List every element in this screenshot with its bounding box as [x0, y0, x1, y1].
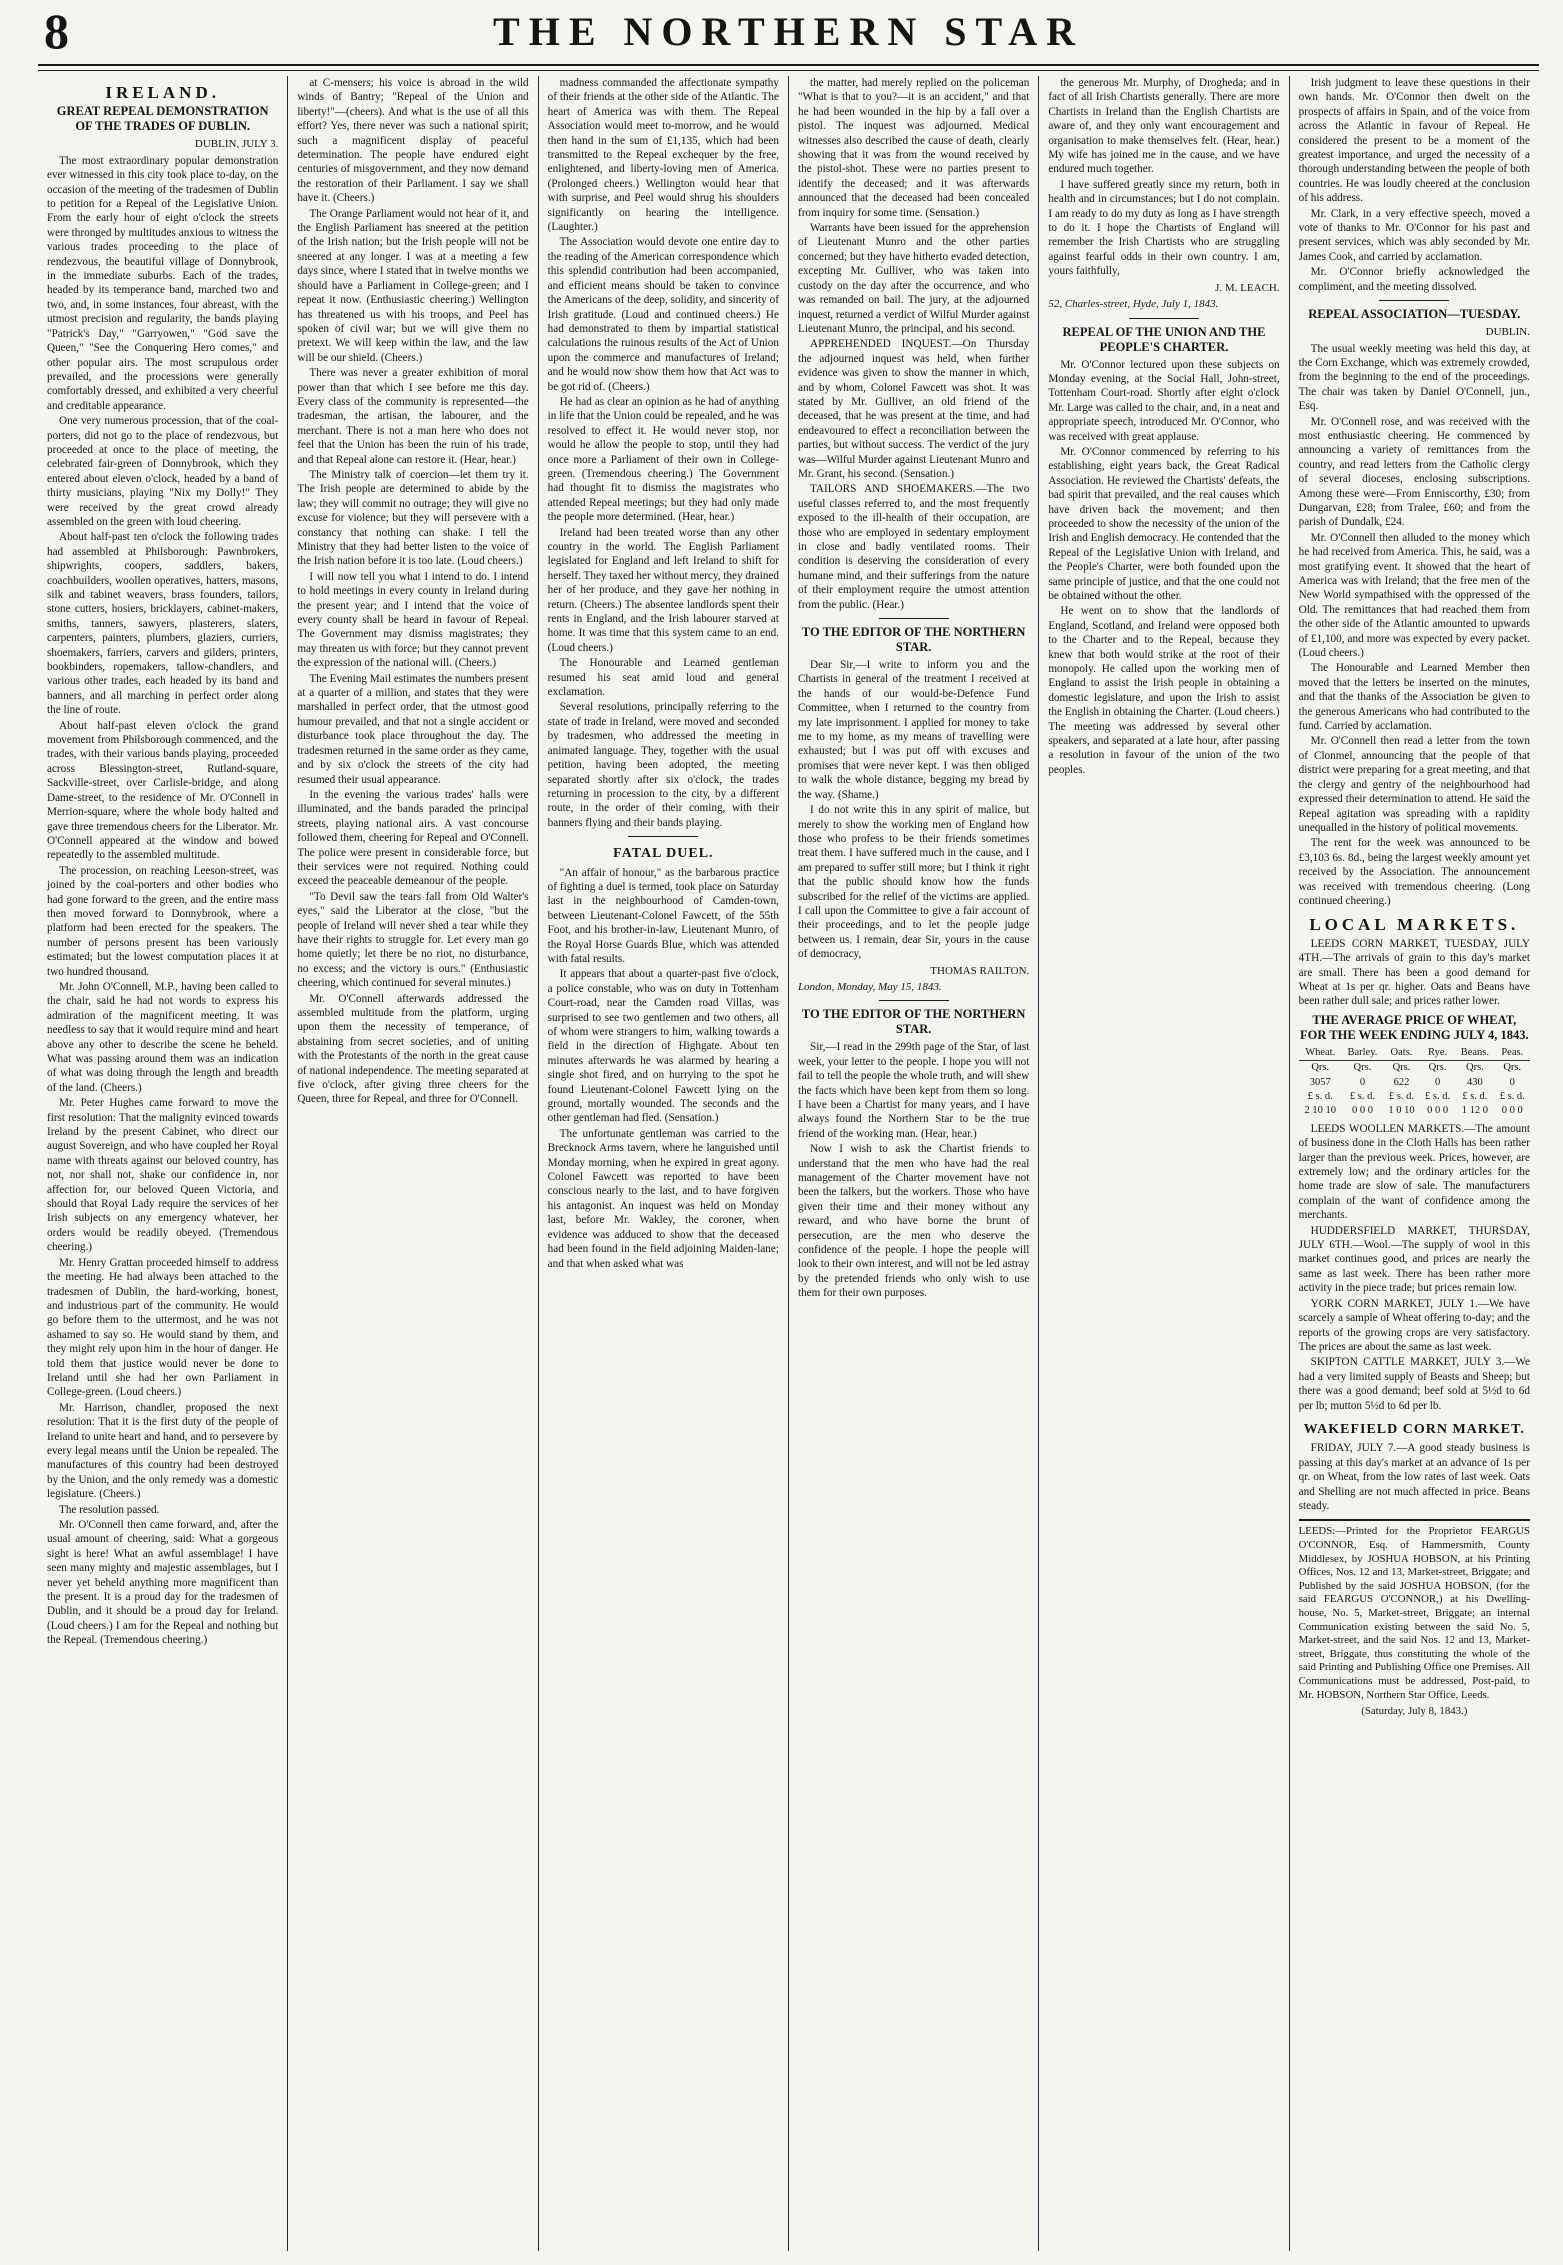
paragraph: In the evening the various trades' halls were illuminated, and the bands paraded the principal streets, playing national airs. A vast concourse followed them, cheering for Repeal and O'Connell. The police were present in considerable force, but their services were not required. Nothing could exceed the peaceable demeanour of the people.: [297, 788, 529, 888]
column-5: [1039, 76, 1289, 2251]
table-row: [1299, 1061, 1530, 1076]
paragraph: The most extraordinary popular demonstration ever witnessed in this city took place to-day, on the occasion of the meeting of the tradesmen of Dublin to petition for a Repeal of the Legislative Union. From the early hour of eight o'clock the streets were thronged by multitudes anxious to witness the various trades proceeding to the place of rendezvous, the beautiful village of Donnybrook, in the immediate suburbs. Each of the trades, headed by its temperance band, marched two and two, and, in some instances, four abreast, with the utmost precision and regularity, the bands playing "Patrick's Day," "Garryowen," "God save the Queen," "See the Conquering Hero comes," and other popular airs. The most scrupulous order prevailed, and the processions were generally comfortably dressed, and exhibited a very cheerful and creditable appearance.: [47, 154, 279, 412]
newspaper-title: THE NORTHERN STAR: [493, 9, 1084, 54]
table-header-cell: Oats.: [1383, 1046, 1420, 1061]
paragraph: I have suffered greatly since my return, both in health and in circumstances; but I do not complain. I am ready to do my duty as long as I have strength to do it. I hope the Chartists of England will remember the Irish Chartists who are struggling against fearful odds in their own country. I am, yours faithfully,: [1048, 178, 1280, 278]
article-heading-fatal-duel: FATAL DUEL.: [613, 846, 714, 862]
section-heading-ireland: IRELAND.: [105, 83, 220, 102]
divider: [879, 618, 949, 619]
letter-place-date: 52, Charles-street, Hyde, July 1, 1843.: [1048, 298, 1219, 311]
paragraph: I will now tell you what I intend to do. I intend to hold meetings in every county in Ireland during the present year; and I intend that the voice of every county shall be heard in favour of Repeal. The Government may dismiss magistrates; they may threaten us with force; but they cannot prevent the expression of the national will. (Cheers.): [297, 570, 529, 670]
paragraph: Mr. Henry Grattan proceeded himself to address the meeting. He had always been attached to the tradesmen of Dublin, the hard-working, honest, and industrious part of the community. He would go before them to the uttermost, and he was not ashamed to say so. He would stand by them, and they might rely upon him in the hour of danger. He told them that justice would never be done to Ireland until she had her own Parliament in College-green. (Loud cheers.): [47, 1256, 279, 1399]
paragraph: There was never a greater exhibition of moral power than that which I see before me this day. Every class of the community is represented—the tradesman, the artisan, the labourer, and the merchant. There is not a man here who does not feel that the Union has been the ruin of his trade, and that Repeal alone can restore it. (Hear, hear.): [297, 367, 529, 466]
table-cell: Qrs.: [1311, 1062, 1330, 1074]
column-6: [1290, 76, 1539, 2251]
paragraph: Mr. O'Connell rose, and was received with the most enthusiastic cheering. He commenced by announcing a variety of remittances from the country, and read letters from the Catholic clergy of several dioceses, enclosing subscriptions. Among these were—From Enniscorthy, £30; from Dungarvan, £28; from Tralee, £60; and from the parish of Dundalk, £24.: [1298, 415, 1530, 529]
table-cell: £ s. d.: [1388, 1091, 1415, 1102]
table-cell: 2 10 10: [1304, 1105, 1336, 1117]
article-heading-wakefield: WAKEFIELD CORN MARKET.: [1303, 1421, 1525, 1437]
paragraph: It appears that about a quarter-past five o'clock, a police constable, who was on duty in Tottenham Court-road, near the Camden road Villas, was surprised to see two gentlemen and two others, all of whom were strangers to him, walking towards a field in the direction of Highgate. About ten minutes afterwards he was alarmed by hearing a single shot fired, and on hurrying to the spot he found Lieutenant-Colonel Fawcett lying on the ground, mortally wounded. The seconds and the other gentleman had fled. (Sensation.): [547, 968, 779, 1125]
printer-imprint: [1299, 1519, 1530, 1718]
paragraph: Mr. O'Connor briefly acknowledged the compliment, and the meeting dissolved.: [1298, 266, 1530, 293]
table-row: [1299, 1090, 1530, 1104]
table-cell: 0 0 0: [1501, 1105, 1523, 1117]
table-row: [1299, 1076, 1530, 1090]
divider: [628, 836, 698, 837]
paragraph: Mr. O'Connell then came forward, and, after the usual amount of cheering, said: What a gorgeous sight is here! What an awful assemblage! I have seen many mighty and majestic assemblages, but I never yet beheld anything more magnificent than the present. It is a proud day for the tradesmen of Dublin, and it should be a proud day for Ireland. (Loud cheers.) I am for the Repeal and nothing but the Repeal. (Tremendous cheering.): [47, 1519, 279, 1647]
market-report-wakefield: FRIDAY, JULY 7.—A good steady business is passing at this day's market at an advance of 1s per qr. on Wheat, from the low rates of last week. Oats and Shelling are not much affected in price. Beans steady.: [1298, 1442, 1530, 1512]
paragraph: the generous Mr. Murphy, of Drogheda; and in fact of all Irish Chartists generally. There are more Chartists in Ireland than the English Chartists are aware of, and they only want encouragement and organisation to make themselves felt. (Hear, hear.) My wife has joined me in the cause, and we have endured much together.: [1048, 77, 1280, 176]
table-header-cell: Wheat.: [1299, 1046, 1342, 1061]
columns: [38, 76, 1539, 2251]
letter-signature: THOMAS RAILTON.: [930, 964, 1030, 977]
article-heading-repeal-association: REPEAL ASSOCIATION—TUESDAY.: [1308, 307, 1521, 322]
table-cell: £ s. d.: [1425, 1091, 1451, 1102]
paragraph: Mr. John O'Connell, M.P., having been called to the chair, said he had not words to express his admiration of the magnificent meeting. It was needless to say that it would require mind and heart above any other to describe the scene he beheld. What was passing around them was an indication of what was doing through the length and breadth of the land. (Cheers.): [47, 980, 279, 1094]
paragraph: The Honourable and Learned gentleman resumed his seat amid loud and general exclamation.: [547, 657, 779, 699]
paragraph: I do not write this in any spirit of malice, but merely to show the working men of England how those who profess to be their friends sometimes treat them. I have suffered much in the cause, and I am prepared to suffer still more; but I think it right that the public should know how the funds subscribed for the relief of the victims are applied. I call upon the Committee to give a fair account of their proceedings, and to let the people judge between us. I remain, dear Sir, yours in the cause of democracy,: [797, 804, 1030, 961]
divider: [1129, 318, 1199, 319]
paragraph: "To Devil saw the tears fall from Old Walter's eyes," said the Liberator at the close, "but the people of Ireland will never shed a tear while they have their rights to struggle for. Let every man go home quietly; let there be no riot, no disturbance, no excess; and the victory is ours." (Enthusiastic cheering, which continued for several minutes.): [297, 890, 529, 990]
article-heading-repeal-demonstration: GREAT REPEAL DEMONSTRATION OF THE TRADES OF DUBLIN.: [56, 104, 269, 134]
divider: [879, 1000, 949, 1001]
table-cell: £ s. d.: [1462, 1091, 1488, 1102]
masthead: [38, 0, 1539, 66]
letter-heading: TO THE EDITOR OF THE NORTHERN STAR.: [801, 1007, 1026, 1037]
column-3: [539, 76, 789, 2251]
paragraph: The rent for the week was announced to be £3,103 6s. 8d., being the largest weekly amount yet received by the Association. The announcement was received with tremendous cheering. (Long continued cheering.): [1298, 837, 1530, 907]
paragraph: Mr. O'Connell afterwards addressed the assembled multitude from the platform, urging upon them the necessity of temperance, of abstaining from secret societies, and of uniting with the Protestants of the north in the great cause of national independence. The meeting separated at five o'clock, after giving three cheers for the Queen, three for Repeal, and three for O'Connell.: [297, 992, 529, 1106]
paragraph: the matter, had merely replied on the policeman "What is that to you?—it is an accident," and that he had been wounded in the hip by a fall over a pistol. The inquest was adjourned. Medical witnesses also described the cause of death, clearly showing that it was from the wound received by the pistol-shot. These were no parties present to identify the deceased; and it was afterwards announced that the deceased had been concealed from inquiry for some time. (Sensation.): [797, 77, 1030, 219]
paragraph: Dear Sir,—I write to inform you and the Chartists in general of the treatment I received at the hands of our would-be-Defence Fund Committee, when I returned to the country from my late imprisonment. I applied for money to take me to my home, as my means of travelling were exhausted; but I was put off with excuses and promises that were never kept. I was then obliged to walk the whole distance, begging my bread by the way. (Shame.): [797, 659, 1030, 801]
page-number: 8: [44, 3, 69, 59]
market-report-york: YORK CORN MARKET, JULY 1.—We have scarcely a sample of Wheat offering to-day; and the reports of the growing crops are very satisfactory. The prices are about the same as last week.: [1298, 1297, 1530, 1353]
table-cell: 1 0 10: [1388, 1105, 1415, 1117]
paragraph: One very numerous procession, that of the coal-porters, did not go to the place of rendezvous, but proceeded at once to the place of meeting, the celebrated fair-green of Donnybrook, which they entered about eleven o'clock, headed by a band of thirty musicians, playing "Nix my Dolly!" They were received by the great crowd already assembled on the green with loud cheering.: [47, 415, 279, 528]
market-report-leeds-corn: LEEDS CORN MARKET, TUESDAY, JULY 4TH.—The arrivals of grain to this day's market are small. There has been a good demand for Wheat at 1s per qr. higher. Oats and Beans have been rather dull sale; and prices rather lower.: [1298, 937, 1530, 1008]
paragraph: at C-mensers; his voice is abroad in the wild winds of Bantry; "Repeal of the Union and liberty!"—(cheers). And what is the use of all this effort? Yes, there never was such a national spirit; such a magnificent display of peaceful determination. The people have endured eight centuries of misgovernment, and they now demand the restoration of their Parliament. I say we shall have it. (Cheers.): [297, 77, 529, 205]
table-cell: 3057: [1309, 1076, 1331, 1088]
table-header-cell: Barley.: [1342, 1046, 1383, 1061]
paragraph: Ireland had been treated worse than any other country in the world. The English Parliament legislated for England and left Ireland to shift for herself. They taxed her without mercy, they drained her of her produce, and they gave her nothing in return. (Cheers.) The absentee landlords spent their rents in England, and the Irish labourer starved at home. It was time that this system came to an end. (Loud cheers.): [547, 526, 779, 654]
wheat-price-table: [1299, 1046, 1530, 1119]
paragraph: Several resolutions, principally referring to the state of trade in Ireland, were moved and seconded by tradesmen, who addressed the meeting in animated language. They, together with the usual petition, having been adopted, the meeting separated shortly after six o'clock, the trades returning in procession to the city, by a different route, in the order of their coming, with their banners flying and their bands playing.: [547, 701, 779, 829]
paragraph: Warrants have been issued for the apprehension of Lieutenant Munro and the other parties concerned; but they have hitherto evaded detection, excepting Mr. Gulliver, who was taken into custody on the day after the occurrence, and who was remanded on bail. The jury, at the adjourned inquest, returned a verdict of Wilful Murder against Lieutenant Munro, the principal, and his second.: [797, 222, 1030, 335]
column-4: [789, 76, 1039, 2251]
dateline: DUBLIN, JULY 3.: [194, 138, 279, 151]
paragraph: The resolution passed.: [59, 1503, 160, 1516]
paragraph: Mr. Harrison, chandler, proposed the next resolution: That it is the first duty of the people of Ireland to unite heart and hand, and to persevere by every legal means until the Union be repealed. The manufactures of this country had been destroyed by the Union, and the only remedy was a domestic legislature. (Cheers.): [47, 1401, 279, 1501]
table-header-cell: Rye.: [1420, 1046, 1455, 1061]
table-cell: Qrs.: [1392, 1062, 1411, 1074]
table-cell: 0 0 0: [1351, 1105, 1373, 1117]
paragraph: The Orange Parliament would not hear of it, and the English Parliament has sneered at the petition of the Irish nation; but the Irish people will not be sneered at any longer. I was at a meeting a few days since, where I stated that in twelve months we should have a Parliament in College-green; and I repeat it now. (Enthusiastic cheering.) Wellington has threatened us with his troops, and Peel has spoken of civil war; but we will give them no pretext. We will keep within the law, and the law will be our shield. (Cheers.): [297, 207, 529, 364]
paragraph: Now I wish to ask the Chartist friends to understand that the men who have had the real management of the Charter movement have not been the talkers, but the workers. Those who have given their time and their money without any reward, and who have borne the brunt of persecution, are the men who deserve the confidence of the people. I hope the people will look to their own interest, and will not be led astray by the pretended friends who only wish to use them for their own purposes.: [797, 1143, 1030, 1300]
market-report-huddersfield: HUDDERSFIELD MARKET, THURSDAY, JULY 6TH.—Wool.—The supply of wool in this market continues good, and prices are nearly the same as last week. There has been rather more activity in the piece trade; but prices remain low.: [1298, 1224, 1530, 1295]
paragraph: Mr. O'Connell then read a letter from the town of Clonmel, announcing that the people of that district were preparing for a great meeting, and that the clergy and gentry of the neighbourhood had expressed their determination to attend. He said the Repeal agitation was spreading with a rapidity unequalled in the history of political movements.: [1298, 735, 1530, 834]
imprint-date: (Saturday, July 8, 1843.): [1361, 1705, 1468, 1718]
paragraph: The unfortunate gentleman was carried to the Brecknock Arms tavern, where he languished until Monday morning, when he expired in great agony. Colonel Fawcett was reported to have been conscious nearly to the last, and to have forgiven his antagonist. An inquest was held on Monday last, before Mr. Wakley, the coroner, when evidence was adduced to show that the deceased had been found in the field adjoining Maiden-lane; and that when asked what was: [547, 1127, 779, 1270]
letter-heading: TO THE EDITOR OF THE NORTHERN STAR.: [801, 625, 1026, 655]
table-cell: 622: [1393, 1076, 1410, 1088]
table-cell: Qrs.: [1353, 1062, 1372, 1074]
column-2: [288, 76, 538, 2251]
table-cell: £ s. d.: [1349, 1091, 1375, 1102]
market-report-skipton: SKIPTON CATTLE MARKET, JULY 3.—We had a very limited supply of Beasts and Sheep; but there was a good demand; beef sold at 5½d to 6d per lb; mutton 5½d to 6d per lb.: [1298, 1356, 1530, 1412]
masthead-rule: [38, 68, 1539, 71]
paragraph: Irish judgment to leave these questions in their own hands. Mr. O'Connor then dwelt on the prospects of affairs in Spain, and of the voice from across the Atlantic in favour of Repeal. He considered the present to be a moment of the greatest importance, and urged the necessity of a thorough understanding between the people of both countries. He was loudly cheered at the conclusion of his address.: [1298, 77, 1530, 205]
table-cell: 0: [1434, 1076, 1441, 1088]
paragraph: TAILORS AND SHOEMAKERS.—The two useful classes referred to, and the most frequently exposed to the ill-health of their occupation, are those who are employed in sedentary employment in close and badly ventilated rooms. Their condition is deserving the consideration of every humane mind, and their sufferings from the nature of their employment require the utmost attention from the public. (Hear.): [797, 483, 1030, 611]
table-header-row: [1299, 1046, 1530, 1061]
paragraph: Mr. O'Connor lectured upon these subjects on Monday evening, at the Social Hall, John-street, Tottenham Court-road. Shortly after eight o'clock Mr. Large was called to the chair, and, in a neat and appropriate speech, introduced Mr. O'Connor, who was received with great applause.: [1048, 358, 1280, 443]
paragraph: Mr. O'Connell then alluded to the money which he had received from America. This, he said, was a most gratifying event. It showed that the heart of America was with Ireland; that the free men of the New World sympathised with the oppressed of the Old. The remittances that had reached them from the other side of the Atlantic amounted to upwards of £1,100, and more was expected by every packet. (Loud cheers.): [1298, 531, 1530, 660]
paragraph: He went on to show that the landlords of England, Scotland, and Ireland were opposed both to the Charter and to the Repeal, because they knew that both would strike at the root of their monopoly. He called upon the working men of England to assist the Irish people in obtaining a domestic legislature, and upon the Irish to assist the English in obtaining the Charter. (Loud cheers.) The meeting was addressed by several other speakers, and separated at a late hour, after passing a resolution in favour of the union of the two peoples.: [1048, 605, 1280, 776]
table-cell: Qrs.: [1503, 1062, 1522, 1074]
paragraph: The procession, on reaching Leeson-street, was joined by the coal-porters and other bodies who had gone forward to the green, and the entire mass then moved forward to Donnybrook, where a platform had been erected for the speakers. The number of persons present has been variously estimated; but the lowest computation places it at two hundred thousand.: [47, 864, 279, 978]
paragraph: The Honourable and Learned Member then moved that the letters be inserted on the minutes, and that the thanks of the Association be given to the generous Americans who had contributed to the fund. Carried by acclamation.: [1298, 662, 1530, 733]
paragraph: "An affair of honour," as the barbarous practice of fighting a duel is termed, took place on Saturday last in the neighbourhood of Camden-town, between Lieutenant-Colonel Fawcett, of the 55th Foot, and his brother-in-law, Lieutenant Munro, of the Royal Horse Guards Blue, which was attended with fatal results.: [547, 866, 779, 965]
table-row: [1299, 1104, 1530, 1118]
table-cell: £ s. d.: [1307, 1091, 1333, 1102]
section-heading-local-markets: LOCAL MARKETS.: [1309, 915, 1520, 935]
table-cell: Qrs.: [1428, 1062, 1447, 1074]
paragraph: madness commanded the affectionate sympathy of their friends at the other side of the Atlantic. The heart of America was with them. The Repeal Association would meet to-morrow, and he would then hand in the sum of £1,135, which had been transmitted to the Repeal exchequer by the free, enlightened, and liberty-loving men of America. (Prolonged cheers.) Wellington would hear that with surprise, and Peel would shrug his shoulders significantly on hearing the intelligence. (Laughter.): [547, 77, 779, 234]
imprint-text: LEEDS:—Printed for the Proprietor FEARGUS O'CONNOR, Esq. of Hammersmith, County Middlesex, by JOSHUA HOBSON, at his Printing Offices, Nos. 12 and 13, Market-street, Briggate; and Published by the said JOSHUA HOBSON, (for the said FEARGUS O'CONNOR,) at his Dwelling-house, No. 5, Market-street, Briggate; an internal Communication existing between the said No. 5, Market-street, and the said Nos. 12 and 13, Market-street, Briggate, thus constituting the whole of the said Printing and Publishing Office one Premises. All Communications must be addressed, Post-paid, to Mr. HOBSON, Northern Star Office, Leeds.: [1298, 1525, 1530, 1701]
paragraph: The Ministry talk of coercion—let them try it. The Irish people are determined to abide by the law; they will commit no outrage; they will give no excuse for violence; but they will persevere with a constancy that nothing can shake. I tell the Ministry that they had better listen to the voice of the Irish nation before it is too late. (Loud cheers.): [297, 468, 529, 568]
article-heading-repeal-charter: REPEAL OF THE UNION AND THE PEOPLE'S CHARTER.: [1062, 324, 1266, 354]
table-cell: 0: [1359, 1076, 1366, 1088]
paragraph: The usual weekly meeting was held this day, at the Corn Exchange, which was extremely crowded, from the beginning to the end of the proceedings. The chair was taken by Daniel O'Connell, jun., Esq.: [1298, 342, 1530, 413]
paragraph: Mr. Peter Hughes came forward to move the first resolution: That the malignity evinced towards Ireland by the present Cabinet, who direct our august Sovereign, and who have coupled her Royal name with threats against our beloved country, has not, nor shall not, shake our confidence in, nor affection for, our beloved Queen Victoria, and should that Royal Lady require the services of her Irish subjects on any emergency whatever, her orders would be readily obeyed. (Tremendous cheering.): [47, 1097, 279, 1254]
column-1: [38, 76, 288, 2251]
letter-signature: J. M. LEACH.: [1215, 281, 1280, 294]
paragraph: About half-past eleven o'clock the grand movement from Philsborough commenced, and the trades, with their various bands playing, proceeded across Blessington-street, Rutland-square, Sackville-street, over Carlisle-bridge, and along Dame-street, to the residence of Mr. O'Connell in Merrion-square, where the whole body halted and gave three tremendous cheers for the Liberator. Mr. O'Connell appeared at the window and bowed repeatedly to the assembled multitude.: [47, 719, 279, 862]
table-cell: 430: [1467, 1076, 1483, 1088]
paragraph: Sir,—I read in the 299th page of the Star, of last week, your letter to the people. I hope you will not fail to tell the people the whole truth, and will shew the facts which have been kept from them so long. I have been a Chartist for many years, and I have always found the Northern Star to be the true friend of the working man. (Hear, hear.): [797, 1041, 1030, 1140]
paragraph: The Association would devote one entire day to the reading of the American correspondence which this splendid contribution had been accompanied, and efficient means should be taken to convince the Americans of the deep, solidity, and sincerity of Irish gratitude. (Loud and continued cheers.) He had demonstrated to them by impartial statistical calculations the ruinous results of the Act of Union upon the commerce and manufactures of Ireland; and he would now show them how that Act was to be got rid of. (Cheers.): [547, 236, 779, 393]
price-table-caption: THE AVERAGE PRICE OF WHEAT, FOR THE WEEK ENDING JULY 4, 1843.: [1300, 1012, 1529, 1042]
divider: [1379, 300, 1449, 301]
table-cell: £ s. d.: [1499, 1091, 1525, 1102]
market-report-leeds-cloth: LEEDS WOOLLEN MARKETS.—The amount of business done in the Cloth Halls has been rather larger than the previous week. Prices, however, are extremely low; and the ordinary articles for the home trade are slow of sale. The manufacturers complain of the want of confidence among the merchants.: [1298, 1122, 1530, 1222]
paragraph: About half-past ten o'clock the following trades had assembled at Philsborough: Pawnbrokers, shipwrights, coopers, saddlers, bakers, coachbuilders, woollen operatives, hatters, masons, silk and tabinet weavers, brass founders, tailors, stone cutters, hosiers, bricklayers, cabinet-makers, smiths, tanners, sawyers, plasterers, slaters, carpenters, painters, plumbers, glaziers, curriers, shoemakers, farriers, carvers and gilders, printers, bookbinders, ropemakers, tallow-chandlers, and various other trades, each headed by its band and banners, and all marching in perfect order along the line of route.: [47, 531, 279, 717]
table-cell: 0: [1509, 1076, 1515, 1088]
table-cell: Qrs.: [1465, 1062, 1484, 1074]
paragraph: The Evening Mail estimates the numbers present at a quarter of a million, and states that they were marshalled in perfect order, that the utmost good humour prevailed, and that not a single accident or disturbance took place throughout the day. The tradesmen returned in the same order as they came, and by six o'clock the streets of the city had resumed their usual appearance.: [297, 672, 529, 786]
table-header-cell: Beans.: [1455, 1046, 1494, 1061]
paragraph: Mr. O'Connor commenced by referring to his establishing, eight years back, the Great Radical Association. He reviewed the Chartists' defeats, the bad spirit that prevailed, and the real causes which have driven back the movement; and then proceeded to show the necessity of the union of the Irish and English democracy. He contended that the Repeal of the Legislative Union with Ireland, and the People's Charter, were both founded upon the same principle of justice, and that the one could not be obtained without the other.: [1048, 445, 1280, 602]
paragraph: He had as clear an opinion as he had of anything in life that the Union could be repealed, and he was resolved to effect it. He would never stop, nor would he allow the people to stop, until they had once more a Parliament of their own in College-green. (Tremendous cheering.) The Government had thought fit to dismiss the magistrates who attended Repeal meetings; but they had only made the people more determined. (Hear, hear.): [547, 395, 779, 524]
table-header-cell: Peas.: [1495, 1046, 1530, 1061]
letter-place-date: London, Monday, May 15, 1843.: [797, 980, 942, 993]
table-cell: 1 12 0: [1461, 1105, 1489, 1117]
paragraph: Mr. Clark, in a very effective speech, moved a vote of thanks to Mr. O'Connor for his past and present services, which was ably seconded by Mr. James Cook, and carried by acclamation.: [1298, 207, 1530, 263]
table-cell: 0 0 0: [1427, 1105, 1449, 1117]
paragraph: APPREHENDED INQUEST.—On Thursday the adjourned inquest was held, when further evidence was given to show the manner in which, and by whom, Colonel Fawcett was shot. It was stated by Mr. Gulliver, an old friend of the deceased, that he was present at the time, and had endeavoured to effect a reconciliation between the parties, but without success. The verdict of the jury was—Wilful Murder against Lieutenant Munro and Mr. Grant, his second. (Sensation.): [797, 338, 1030, 480]
dateline: DUBLIN.: [1485, 326, 1530, 339]
